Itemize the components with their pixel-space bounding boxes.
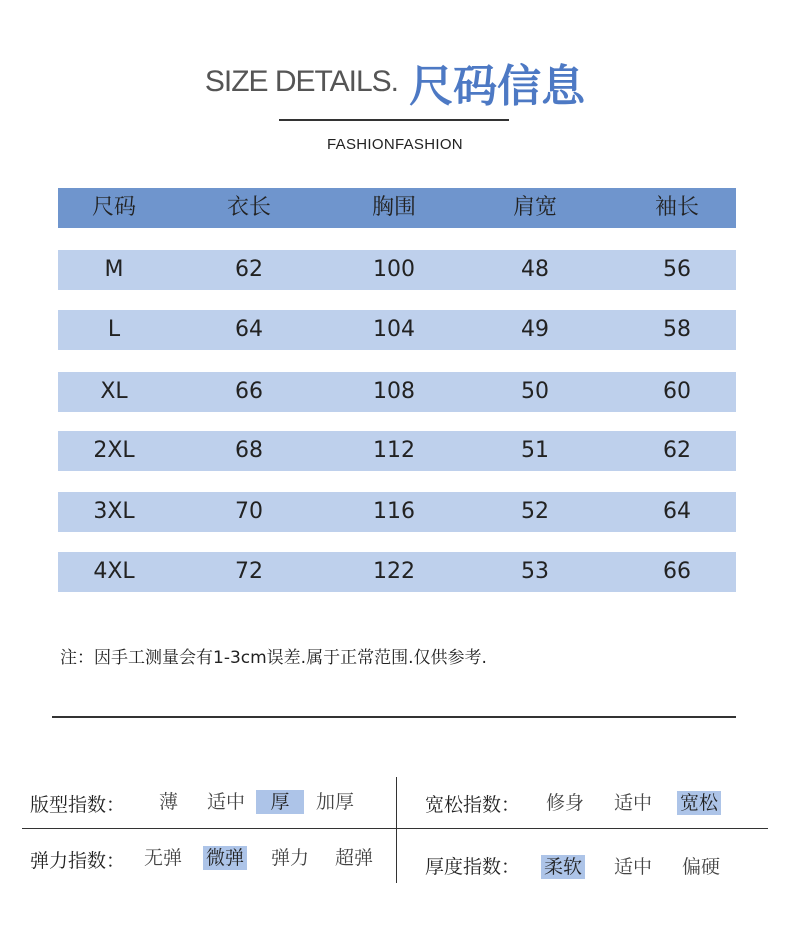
section-divider bbox=[52, 716, 736, 718]
fit-option: 薄 bbox=[159, 791, 179, 813]
table-cell: 3XL bbox=[93, 499, 135, 524]
table-cell: 70 bbox=[235, 499, 263, 524]
table-cell: 122 bbox=[373, 559, 415, 584]
size-table bbox=[58, 188, 736, 592]
page-title bbox=[0, 50, 790, 114]
fit-option: 适中 bbox=[207, 791, 246, 813]
table-cell: 56 bbox=[663, 257, 691, 282]
table-cell: 60 bbox=[663, 379, 691, 404]
table-cell: 68 bbox=[235, 438, 263, 463]
table-cell: 62 bbox=[663, 438, 691, 463]
table-cell: 49 bbox=[521, 317, 549, 342]
table-cell: 58 bbox=[663, 317, 691, 342]
looseness-option-selected: 宽松 bbox=[677, 791, 721, 815]
table-cell: 100 bbox=[373, 257, 415, 282]
table-cell: 72 bbox=[235, 559, 263, 584]
column-header: 肩宽 bbox=[512, 195, 557, 220]
thickness-label: 厚度指数： bbox=[425, 856, 521, 878]
table-cell: 51 bbox=[521, 438, 549, 463]
column-header: 袖长 bbox=[654, 195, 699, 220]
elasticity-option: 弹力 bbox=[271, 847, 310, 869]
table-row bbox=[58, 552, 736, 592]
elasticity-option: 无弹 bbox=[144, 847, 183, 869]
table-row bbox=[58, 250, 736, 290]
table-cell: 52 bbox=[521, 499, 549, 524]
title-chinese: 尺码信息 bbox=[409, 61, 586, 112]
fit-option-selected: 厚 bbox=[256, 790, 304, 814]
table-cell: 116 bbox=[373, 499, 415, 524]
table-cell: XL bbox=[100, 379, 128, 404]
elasticity-label: 弹力指数： bbox=[30, 850, 126, 872]
table-cell: 62 bbox=[235, 257, 263, 282]
column-header: 尺码 bbox=[91, 195, 136, 220]
table-row bbox=[58, 310, 736, 350]
thickness-option: 适中 bbox=[614, 856, 653, 878]
looseness-option: 适中 bbox=[614, 792, 653, 814]
table-cell: 112 bbox=[373, 438, 415, 463]
table-cell: M bbox=[104, 257, 124, 282]
table-row bbox=[58, 372, 736, 412]
table-cell: 53 bbox=[521, 559, 549, 584]
elasticity-option-selected: 微弹 bbox=[203, 846, 247, 870]
attributes-vertical-divider bbox=[396, 777, 397, 883]
measurement-note: 注：因手工测量会有1-3cm误差.属于正常范围.仅供参考. bbox=[60, 648, 487, 668]
title-english: SIZE DETAILS. bbox=[204, 65, 399, 98]
table-cell: 50 bbox=[521, 379, 549, 404]
table-cell: L bbox=[107, 317, 121, 342]
column-header: 胸围 bbox=[371, 195, 416, 220]
table-cell: 4XL bbox=[93, 559, 135, 584]
table-cell: 108 bbox=[373, 379, 415, 404]
table-cell: 64 bbox=[663, 499, 691, 524]
thickness-option-selected: 柔软 bbox=[541, 855, 585, 879]
table-cell: 66 bbox=[235, 379, 263, 404]
table-cell: 104 bbox=[373, 317, 415, 342]
table-cell: 2XL bbox=[93, 438, 135, 463]
subtitle: FASHIONFASHION bbox=[327, 136, 463, 153]
title-divider bbox=[279, 119, 509, 121]
fit-option: 加厚 bbox=[316, 791, 355, 813]
column-header: 衣长 bbox=[226, 195, 271, 220]
table-header-row bbox=[58, 188, 736, 228]
table-row bbox=[58, 431, 736, 471]
thickness-option: 偏硬 bbox=[682, 856, 721, 878]
fit-label: 版型指数： bbox=[30, 794, 126, 816]
table-cell: 64 bbox=[235, 317, 263, 342]
attributes-horizontal-divider bbox=[22, 828, 768, 829]
table-cell: 48 bbox=[521, 257, 549, 282]
looseness-option: 修身 bbox=[546, 792, 585, 814]
table-cell: 66 bbox=[663, 559, 691, 584]
elasticity-option: 超弹 bbox=[335, 847, 374, 869]
table-row bbox=[58, 492, 736, 532]
looseness-label: 宽松指数： bbox=[425, 794, 521, 816]
